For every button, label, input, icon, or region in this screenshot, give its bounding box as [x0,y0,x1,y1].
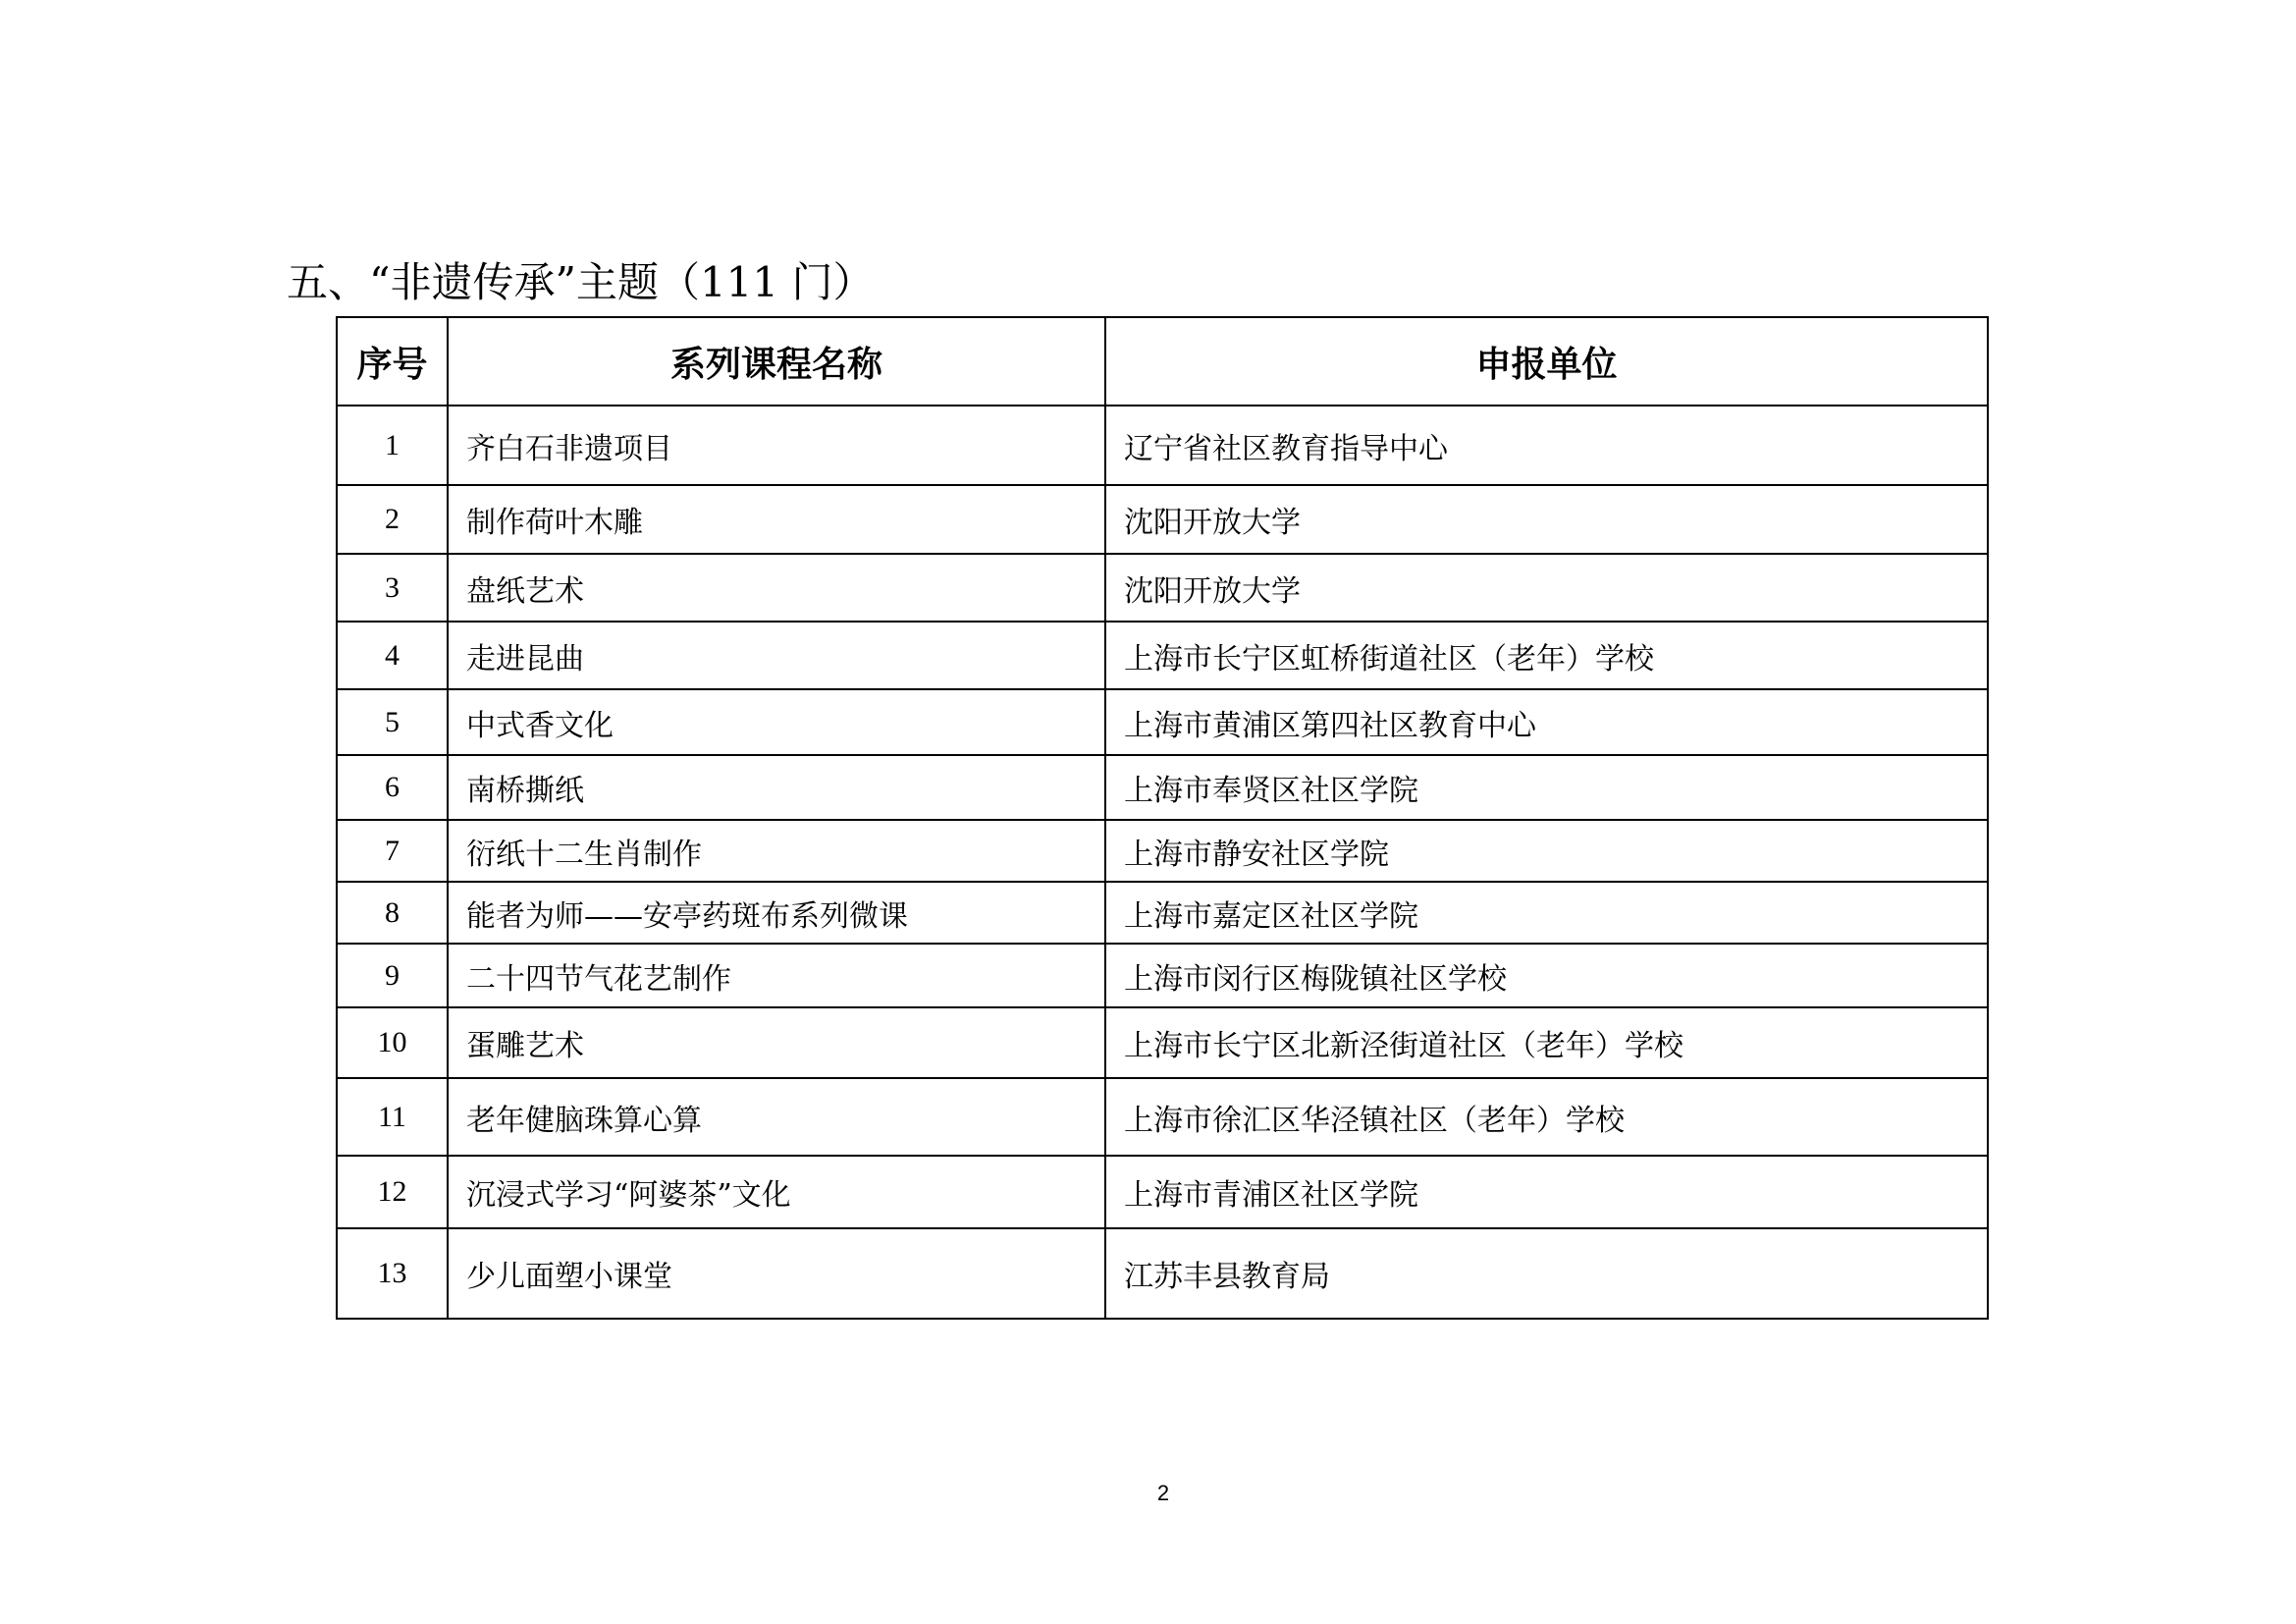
row-index: 3 [337,554,448,622]
table-header-row [337,317,1988,406]
row-applicant-unit: 上海市静安社区学院 [1105,820,1988,882]
page-number: 2 [1156,1481,1170,1505]
table-row [337,755,1988,820]
row-applicant-unit: 上海市嘉定区社区学院 [1105,882,1988,944]
row-course-name: 制作荷叶木雕 [448,485,1105,554]
table-row [337,485,1988,554]
row-applicant-unit: 辽宁省社区教育指导中心 [1105,406,1988,485]
row-applicant-unit: 上海市青浦区社区学院 [1105,1156,1988,1228]
row-course-name: 齐白石非遗项目 [448,406,1105,485]
row-applicant-unit: 上海市长宁区北新泾街道社区（老年）学校 [1105,1007,1988,1078]
table-row [337,689,1988,755]
row-course-name: 二十四节气花艺制作 [448,944,1105,1007]
row-index: 11 [337,1078,448,1156]
row-index: 1 [337,406,448,485]
row-index: 10 [337,1007,448,1078]
row-course-name: 少儿面塑小课堂 [448,1228,1105,1319]
table-row [337,1156,1988,1228]
row-course-name: 盘纸艺术 [448,554,1105,622]
row-index: 4 [337,622,448,689]
row-index: 13 [337,1228,448,1319]
course-table [336,316,1989,1320]
table-row [337,554,1988,622]
row-index: 12 [337,1156,448,1228]
row-index: 8 [337,882,448,944]
row-course-name: 能者为师——安亭药斑布系列微课 [448,882,1105,944]
table-row [337,1078,1988,1156]
header-applicant-unit: 申报单位 [1105,317,1988,406]
row-applicant-unit: 沈阳开放大学 [1105,485,1988,554]
table-row [337,820,1988,882]
row-course-name: 中式香文化 [448,689,1105,755]
row-applicant-unit: 上海市长宁区虹桥街道社区（老年）学校 [1105,622,1988,689]
row-course-name: 老年健脑珠算心算 [448,1078,1105,1156]
row-index: 6 [337,755,448,820]
row-index: 2 [337,485,448,554]
header-index: 序号 [337,317,448,406]
row-applicant-unit: 上海市闵行区梅陇镇社区学校 [1105,944,1988,1007]
table-row [337,1007,1988,1078]
section-title: 五、“非遗传承”主题（111 门） [287,258,875,306]
row-course-name: 蛋雕艺术 [448,1007,1105,1078]
table-row [337,944,1988,1007]
row-course-name: 沉浸式学习“阿婆茶”文化 [448,1156,1105,1228]
row-course-name: 衍纸十二生肖制作 [448,820,1105,882]
row-index: 5 [337,689,448,755]
row-applicant-unit: 沈阳开放大学 [1105,554,1988,622]
table-row [337,406,1988,485]
row-index: 7 [337,820,448,882]
header-course-name: 系列课程名称 [448,317,1105,406]
row-applicant-unit: 上海市黄浦区第四社区教育中心 [1105,689,1988,755]
table-row [337,882,1988,944]
row-index: 9 [337,944,448,1007]
table-row [337,1228,1988,1319]
row-applicant-unit: 江苏丰县教育局 [1105,1228,1988,1319]
row-course-name: 走进昆曲 [448,622,1105,689]
table-row [337,622,1988,689]
row-course-name: 南桥撕纸 [448,755,1105,820]
row-applicant-unit: 上海市奉贤区社区学院 [1105,755,1988,820]
row-applicant-unit: 上海市徐汇区华泾镇社区（老年）学校 [1105,1078,1988,1156]
